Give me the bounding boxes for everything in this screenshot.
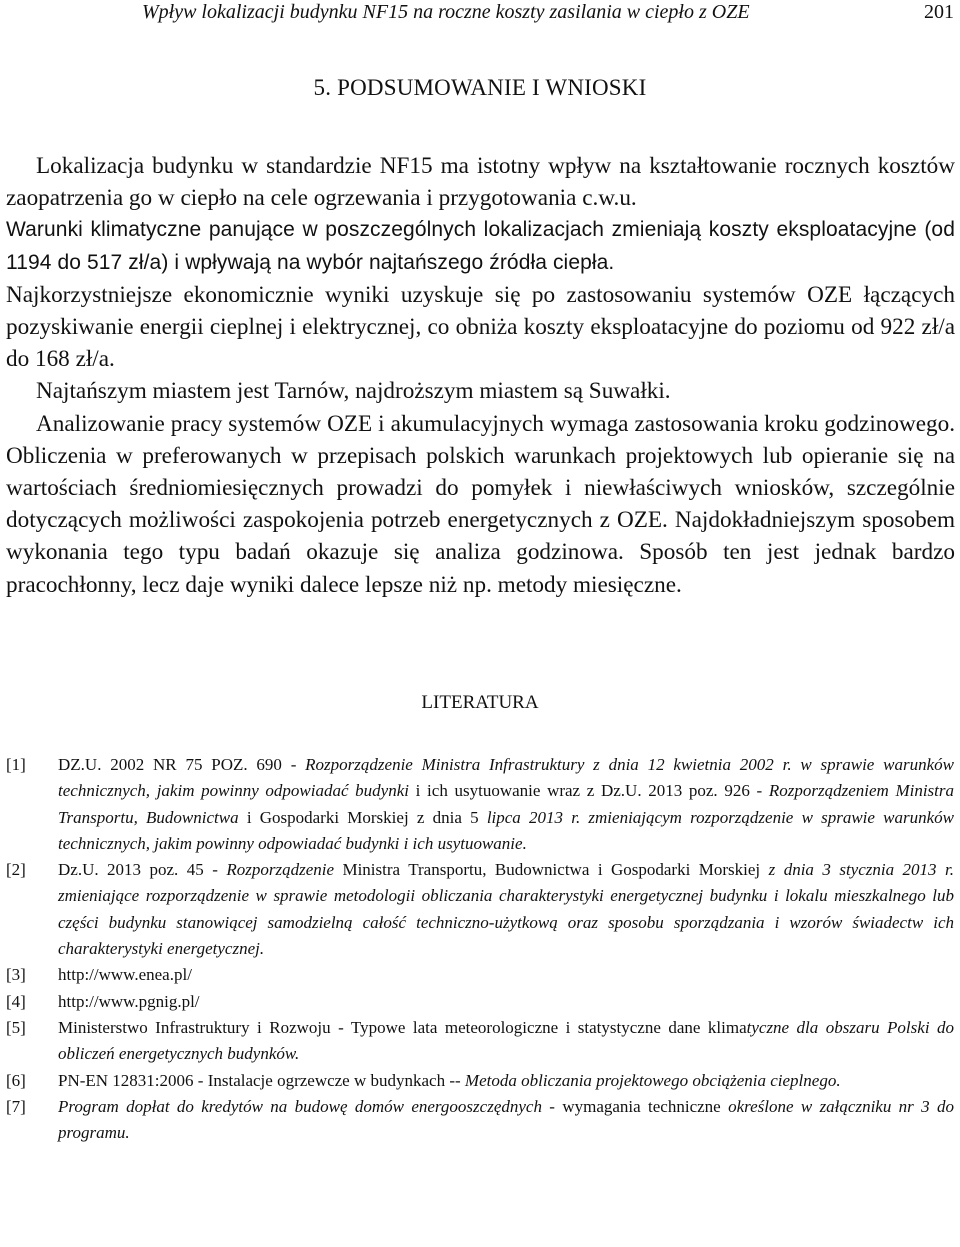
reference-text: Program dopłat do kredytów na budowę domów energooszczędnych - wymagania techniczne określone w załączniku nr 3 do programu. <box>58 1096 954 1143</box>
reference-number: [7] <box>6 1096 26 1116</box>
reference-link[interactable]: http://www.enea.pl/ <box>58 965 192 985</box>
running-title: Wpływ lokalizacji budynku NF15 na roczne koszty zasilania w ciepło z OZE <box>142 1 750 23</box>
reference-item <box>6 1068 954 1094</box>
reference-number: [5] <box>6 1017 26 1037</box>
section-title: 5. PODSUMOWANIE I WNIOSKI <box>313 75 647 100</box>
paragraph-3: Najkorzystniejsze ekonomicznie wyniki uzyskuje się po zastosowaniu systemów OZE łączących pozyskiwanie energii cieplnej i elektrycznej, co obniża koszty eksploatacyjne do poziomu od 922 zł/a do 168 zł/a. <box>6 281 955 373</box>
literature-title: LITERATURA <box>421 692 539 713</box>
reference-item <box>6 962 954 988</box>
reference-number: [1] <box>6 755 26 774</box>
paragraph-1: Lokalizacja budynku w standardzie NF15 ma istotny wpływ na kształtowanie rocznych kosztów zaopatrzenia go w ciepło na cele ogrzewania i przygotowania c.w.u. <box>6 153 955 212</box>
reference-number: [4] <box>6 991 26 1011</box>
reference-number: [2] <box>6 860 26 880</box>
reference-item <box>6 1015 954 1068</box>
reference-text: Dz.U. 2013 poz. 45 - Rozporządzenie Ministra Transportu, Budownictwa i Gospodarki Morskiej z dnia 3 stycznia 2013 r. zmieniające rozporządzenie w sprawie metodologii obliczania charakterystyki energetycznej budynku i lokalu mieszkalnego lub części budynku stanowiącej samodzielną całość techniczno-użytkową oraz sposobu sporządzania i wzorów świadectw ich charakterystyki energetycznej. <box>58 860 954 959</box>
reference-item <box>6 752 954 857</box>
reference-list <box>6 752 954 1146</box>
reference-link[interactable]: http://www.pgnig.pl/ <box>58 991 200 1011</box>
running-header <box>0 0 960 28</box>
page-number: 201 <box>924 1 954 23</box>
paragraph-2: Warunki klimatyczne panujące w poszczególnych lokalizacjach zmieniają koszty eksploatacyjne (od 1194 do 517 zł/a) i wpływają na wybór najtańszego źródła ciepła. <box>6 218 955 274</box>
reference-number: [3] <box>6 965 26 985</box>
reference-text: DZ.U. 2002 NR 75 POZ. 690 - Rozporządzenie Ministra Infrastruktury z dnia 12 kwietnia 2002 r. w sprawie warunków technicznych, jakim powinny odpowiadać budynki i ich usytuowanie wraz z Dz.U. 2013 poz. 926 - Rozporządzeniem Ministra Transportu, Budownictwa i Gospodarki Morskiej z dnia 5 lipca 2013 r. zmieniającym rozporządzenie w sprawie warunków technicznych, jakim powinny odpowiadać budynki i ich usytuowanie. <box>58 755 955 853</box>
paragraph-4: Najtańszym miastem jest Tarnów, najdroższym miastem są Suwałki. <box>36 378 671 405</box>
paragraph-5: Analizowanie pracy systemów OZE i akumulacyjnych wymaga zastosowania kroku godzinowego. Obliczenia w preferowanych w przepisach polskich warunkach projektowych lub opieranie się na wartościach średniomiesięcznych prowadzi do pomyłek i niewłaściwych wniosków, szczególnie dotyczących możliwości zaspokojenia potrzeb energetycznych z OZE. Najdokładniejszym sposobem wykonania tego typu badań okazuje się analiza godzinowa. Sposób ten jest jednak bardzo pracochłonny, lecz daje wyniki dalece lepsze niż np. metody miesięczne. <box>6 410 955 598</box>
reference-item <box>6 989 954 1015</box>
reference-item <box>6 1094 954 1147</box>
reference-number: [6] <box>6 1070 26 1090</box>
summary-body <box>6 150 955 601</box>
reference-item <box>6 857 954 962</box>
reference-text: Ministerstwo Infrastruktury i Rozwoju - Typowe lata meteorologiczne i statystyczne dane klimatyczne dla obszaru Polski do obliczeń energetycznych budynków. <box>58 1017 955 1064</box>
reference-text: PN-EN 12831:2006 - Instalacje ogrzewcze w budynkach -- Metoda obliczania projektowego obciążenia cieplnego. <box>58 1070 841 1090</box>
